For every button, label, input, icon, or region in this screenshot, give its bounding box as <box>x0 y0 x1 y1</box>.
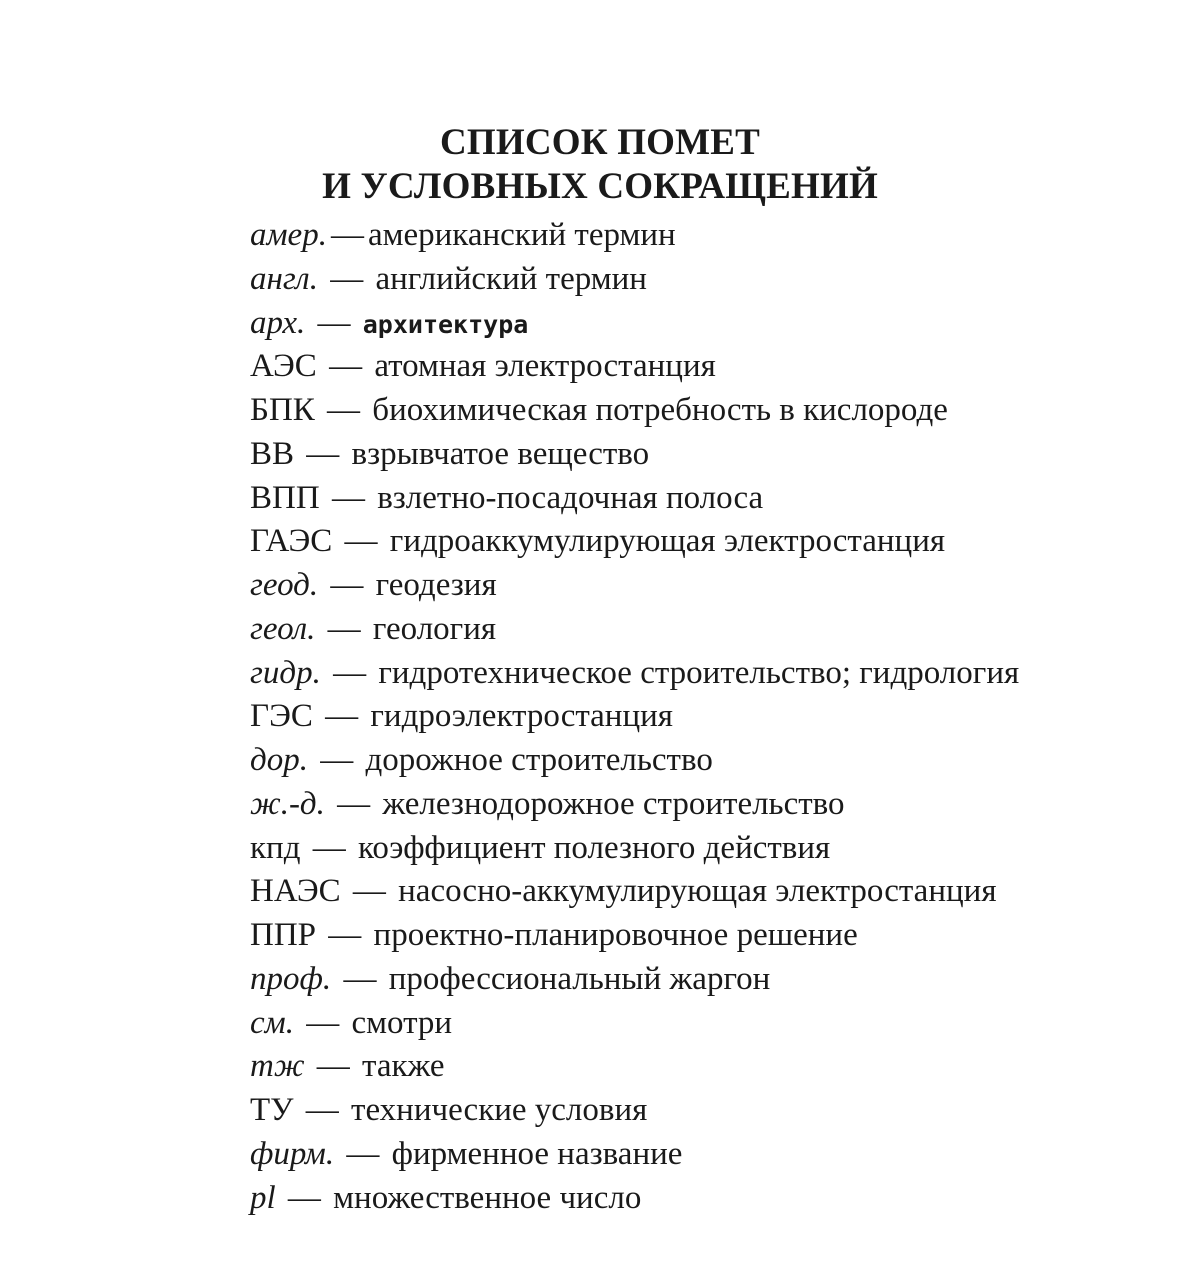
entry-definition: архитектура <box>362 309 529 339</box>
entry-abbr: англ. <box>250 260 318 297</box>
entry-abbr: гидр. <box>250 654 321 691</box>
entry-separator: — <box>330 567 364 603</box>
entry-separator: — <box>329 348 363 385</box>
entry-separator: — <box>316 1048 350 1085</box>
list-item <box>250 870 1190 914</box>
entry-definition: геология <box>372 610 497 647</box>
list-item <box>250 1133 1190 1177</box>
list-item <box>250 564 1190 608</box>
list-item <box>250 389 1190 433</box>
entry-abbr: см. <box>250 1004 294 1041</box>
title-line-2: И УСЛОВНЫХ СОКРАЩЕНИЙ <box>322 165 878 207</box>
entry-definition: атомная электростанция <box>374 348 716 385</box>
entry-definition: биохимическая потребность в кислороде <box>372 392 948 428</box>
entry-definition: железнодорожное строительство <box>382 785 845 822</box>
entry-abbr: ГЭС <box>250 698 313 735</box>
entry-definition: множественное число <box>333 1179 642 1216</box>
list-item <box>250 477 1190 521</box>
entry-separator: — <box>333 654 367 691</box>
entry-separator: — <box>344 523 378 560</box>
entry-separator: — <box>312 829 346 866</box>
list-item <box>250 608 1190 652</box>
entry-abbr: ГАЭС <box>250 523 333 560</box>
entry-definition: также <box>362 1048 445 1085</box>
list-item <box>250 433 1190 477</box>
entry-separator: — <box>306 1004 340 1041</box>
list-item <box>250 914 1190 958</box>
entry-definition: профессиональный жаргон <box>388 960 771 997</box>
entry-abbr: геол. <box>250 610 316 647</box>
entry-definition: взлетно-посадочная полоса <box>377 479 764 516</box>
entry-abbr: дор. <box>250 742 308 778</box>
entry-definition: гидроэлектростанция <box>370 698 673 735</box>
entry-definition: коэффициент полезного действия <box>357 829 831 866</box>
entry-separator: — <box>287 1179 321 1216</box>
entry-separator: — <box>346 1135 380 1172</box>
entry-separator: — <box>325 698 359 735</box>
entry-separator: — <box>352 873 386 910</box>
entry-abbr: амер. <box>250 217 327 253</box>
list-item <box>250 1002 1190 1046</box>
entry-separator: — <box>343 960 377 997</box>
list-item <box>250 520 1190 564</box>
list-item <box>250 258 1190 302</box>
entry-abbr: арх. <box>250 304 306 341</box>
entry-abbr: фирм. <box>250 1135 335 1172</box>
entry-definition: геодезия <box>375 567 497 603</box>
entry-separator: — <box>328 917 362 953</box>
entry-separator: — <box>330 217 364 253</box>
entry-definition: дорожное строительство <box>365 742 713 778</box>
list-item <box>250 1045 1190 1089</box>
list-item <box>250 345 1190 389</box>
entry-abbr: БПК <box>250 392 315 428</box>
list-item <box>250 652 1190 696</box>
entry-abbr: ТУ <box>250 1092 294 1128</box>
entry-definition: технические условия <box>351 1092 648 1128</box>
entry-abbr: кпд <box>250 829 301 866</box>
entry-definition: проектно-планировочное решение <box>373 917 858 953</box>
entry-separator: — <box>330 260 364 297</box>
entry-separator: — <box>317 304 351 341</box>
entry-separator: — <box>320 742 354 778</box>
entry-separator: — <box>327 392 361 428</box>
entry-definition: насосно-аккумулирующая электростанция <box>398 873 997 910</box>
list-item <box>250 739 1190 783</box>
list-item <box>250 783 1190 827</box>
abbreviation-list <box>250 214 1190 1220</box>
entry-definition: гидротехническое строительство; гидрология <box>378 654 1020 691</box>
page-title <box>0 121 1200 209</box>
list-item <box>250 827 1190 871</box>
entry-definition: смотри <box>351 1004 453 1041</box>
list-item <box>250 302 1190 346</box>
list-item <box>250 1177 1190 1221</box>
entry-separator: — <box>327 610 361 647</box>
entry-abbr: ППР <box>250 917 317 953</box>
entry-abbr: pl <box>250 1179 276 1216</box>
list-item <box>250 958 1190 1002</box>
entry-separator: — <box>306 435 340 472</box>
entry-separator: — <box>331 479 365 516</box>
entry-definition: английский термин <box>375 260 647 297</box>
entry-definition: взрывчатое вещество <box>351 435 650 472</box>
list-item <box>250 214 1190 258</box>
entry-abbr: ВПП <box>250 479 320 516</box>
entry-definition: фирменное название <box>391 1135 683 1172</box>
list-item <box>250 1089 1190 1133</box>
entry-separator: — <box>305 1092 339 1128</box>
entry-abbr: проф. <box>250 960 332 997</box>
entry-separator: — <box>337 785 371 822</box>
entry-definition: гидроаккумулирующая электростанция <box>389 523 946 560</box>
title-line-1: СПИСОК ПОМЕТ <box>439 121 761 163</box>
entry-abbr: АЭС <box>250 348 317 385</box>
entry-definition: американский термин <box>367 217 676 253</box>
entry-abbr: ВВ <box>250 435 295 472</box>
list-item <box>250 695 1190 739</box>
entry-abbr: НАЭС <box>250 873 341 910</box>
entry-abbr: тж <box>250 1048 305 1085</box>
entry-abbr: ж.-д. <box>250 785 325 822</box>
entry-abbr: геод. <box>250 567 319 603</box>
